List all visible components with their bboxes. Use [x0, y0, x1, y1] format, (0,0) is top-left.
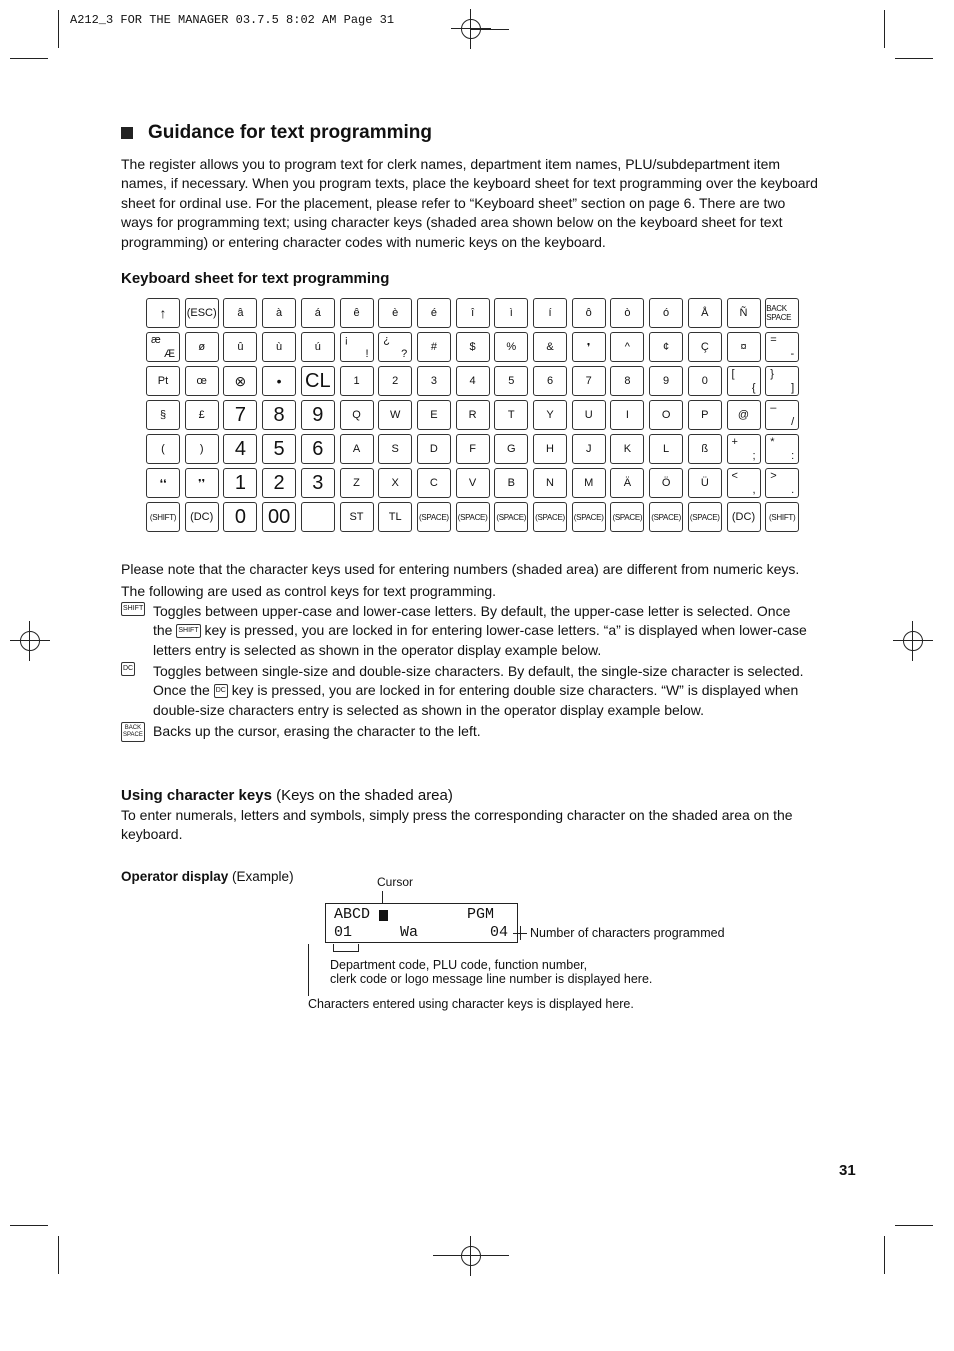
backspace-key-icon: BACK SPACE [121, 722, 145, 742]
keyboard-key: 5 [262, 434, 296, 464]
keyboard-key: ) [185, 434, 219, 464]
keyboard-key: 7 [223, 400, 257, 430]
keyboard-key: X [378, 468, 412, 498]
keyboard-key: R [456, 400, 490, 430]
shift-description: SHIFT Toggles between upper-case and lower-case letters. By default, the upper-case letter is selected. Once the SHIFT key is pressed, you are locked in for entering lower-case letters. “a” is displayed when lower-case letters entry is selected as shown in the operator display example below. [123, 603, 807, 658]
keyboard-key: } ] [765, 366, 799, 396]
display-pgm: PGM [467, 906, 495, 923]
cursor-label: Cursor [377, 875, 414, 889]
callout-line [333, 951, 359, 952]
keyboard-key: ì [494, 298, 528, 328]
crop-mark [10, 58, 48, 59]
keyboard-key: ù [262, 332, 296, 362]
keyboard-key: (SPACE) [456, 502, 490, 532]
keyboard-key: @ [727, 400, 761, 430]
keyboard-key: 9 [301, 400, 335, 430]
keyboard-key: S [378, 434, 412, 464]
display-count: 04 [490, 924, 509, 941]
keyboard-key: è [378, 298, 412, 328]
keyboard-key: ¡ ! [340, 332, 374, 362]
display-code: 01 [334, 924, 353, 941]
keyboard-key: Ç [688, 332, 722, 362]
keyboard-key: H [533, 434, 567, 464]
keyboard-key: ST [340, 502, 374, 532]
using-text: To enter numerals, letters and symbols, simply press the corresponding character on the shaded area on the keyboard. [121, 807, 793, 843]
keyboard-key: ❜ [572, 332, 606, 362]
keyboard-key: ( [146, 434, 180, 464]
crop-mark [884, 10, 885, 48]
keyboard-key: (SPACE) [533, 502, 567, 532]
keyboard-key: % [494, 332, 528, 362]
keyboard-key: 8 [610, 366, 644, 396]
keyboard-key: á [301, 298, 335, 328]
keyboard-key: ^ [610, 332, 644, 362]
keyboard-key [301, 502, 335, 532]
keyboard-key: (SPACE) [494, 502, 528, 532]
backspace-description: BACK SPACE Backs up the cursor, erasing the character to the left. [121, 722, 841, 744]
keyboard-key: $ [456, 332, 490, 362]
square-bullet-icon [121, 127, 133, 139]
keyboard-key: 4 [456, 366, 490, 396]
dc-key-icon: DC [214, 684, 228, 698]
crop-mark [471, 29, 509, 30]
keyboard-key: * : [765, 434, 799, 464]
keyboard-key: 4 [223, 434, 257, 464]
keyboard-key: é [417, 298, 451, 328]
keyboard-key: ¢ [649, 332, 683, 362]
keyboard-key: Ö [649, 468, 683, 498]
note-control-keys: The following are used as control keys for text programming. [121, 583, 497, 599]
keyboard-key: K [610, 434, 644, 464]
keyboard-key: ú [301, 332, 335, 362]
keyboard-key: 5 [494, 366, 528, 396]
keyboard-key: F [456, 434, 490, 464]
keyboard-key: ↑ [146, 298, 180, 328]
keyboard-key: ò [610, 298, 644, 328]
dc-description: DC Toggles between single-size and double-size characters. By default, the single-size character is selected. Once the DC key is pressed, you are locked in for entering double size characters. “W” is displayed when double-size characters entry is selected as shown in the operator display example below. [123, 663, 804, 718]
keyboard-key: M [572, 468, 606, 498]
shift-key-icon: SHIFT [176, 624, 200, 638]
crop-mark [58, 1236, 59, 1274]
keyboard-key: V [456, 468, 490, 498]
display-text: ABCD [334, 906, 371, 923]
keyboard-key: 7 [572, 366, 606, 396]
keyboard-key: ê [340, 298, 374, 328]
keyboard-key: 6 [301, 434, 335, 464]
keyboard-key: = - [765, 332, 799, 362]
keyboard-key: î [456, 298, 490, 328]
keyboard-key: Ä [610, 468, 644, 498]
keyboard-key: ❜❜ [185, 468, 219, 498]
crop-mark [884, 1236, 885, 1274]
using-heading: Using character keys (Keys on the shaded area) [121, 787, 453, 804]
keyboard-key: < , [727, 468, 761, 498]
keyboard-key: Y [533, 400, 567, 430]
keyboard-key: O [649, 400, 683, 430]
keyboard-key: (SPACE) [688, 502, 722, 532]
keyboard-key: 0 [223, 502, 257, 532]
keyboard-key: § [146, 400, 180, 430]
keyboard-key: I [610, 400, 644, 430]
keyboard-key: CL [301, 366, 335, 396]
note-shaded: Please note that the character keys used for entering numbers (shaded area) are different from numeric keys. [121, 561, 800, 577]
keyboard-key: (SPACE) [649, 502, 683, 532]
crop-mark [895, 58, 933, 59]
keyboard-key: P [688, 400, 722, 430]
keyboard-key: + ; [727, 434, 761, 464]
keyboard-key: Q [340, 400, 374, 430]
keyboard-key: N [533, 468, 567, 498]
keyboard-key: Pt [146, 366, 180, 396]
keyboard-key: C [417, 468, 451, 498]
keyboard-key: B [494, 468, 528, 498]
registration-mark [10, 621, 50, 661]
keyboard-key: [ { [727, 366, 761, 396]
keyboard-key: G [494, 434, 528, 464]
keyboard-key: > . [765, 468, 799, 498]
keyboard-key: T [494, 400, 528, 430]
keyboard-key: í [533, 298, 567, 328]
callout-line [520, 926, 521, 940]
keyboard-key: (SHIFT) [146, 502, 180, 532]
keyboard-key: Å [688, 298, 722, 328]
keyboard-key: 00 [262, 502, 296, 532]
keyboard-key: ó [649, 298, 683, 328]
keyboard-heading: Keyboard sheet for text programming [121, 270, 390, 287]
keyboard-key: ø [185, 332, 219, 362]
crop-mark [58, 10, 59, 48]
keyboard-key: J [572, 434, 606, 464]
shift-key-icon: SHIFT [121, 602, 145, 616]
registration-mark [451, 1236, 491, 1276]
keyboard-key: A [340, 434, 374, 464]
keyboard-key: (ESC) [185, 298, 219, 328]
keyboard-key: Ü [688, 468, 722, 498]
intro-paragraph: The register allows you to program text for clerk names, department item names, PLU/subdepartment item names, if necessary. When you program texts, place the keyboard sheet for text programming over the keyboard sheet for ordinal use. For the placement, please refer to “Keyboard sheet” section on page 6. There are two ways for programming text; using character keys (shaded area shown below on the keyboard sheet for text programming) or entering character codes with numeric keys on the keyboard. [121, 156, 818, 250]
keyboard-key: ß [688, 434, 722, 464]
keyboard-key: 1 [340, 366, 374, 396]
keyboard-key: 3 [301, 468, 335, 498]
keyboard-key: Z [340, 468, 374, 498]
keyboard-key: æ Æ [146, 332, 180, 362]
count-label: Number of characters programmed [530, 926, 725, 940]
keyboard-key: W [378, 400, 412, 430]
keyboard-key: L [649, 434, 683, 464]
crop-mark [895, 1225, 933, 1226]
keyboard-key: â [223, 298, 257, 328]
dept-label: Department code, PLU code, function number, clerk code or logo message line number is displayed here. [330, 958, 653, 986]
cursor-block-icon [379, 910, 388, 921]
callout-line [308, 944, 309, 996]
keyboard-key: ¿ ? [378, 332, 412, 362]
keyboard-key: 8 [262, 400, 296, 430]
keyboard-key: 9 [649, 366, 683, 396]
keyboard-key: (DC) [185, 502, 219, 532]
keyboard-key: (SHIFT) [765, 502, 799, 532]
keyboard-key: TL [378, 502, 412, 532]
dc-key-icon: DC [121, 662, 135, 676]
keyboard-key: BACK SPACE [765, 298, 799, 328]
keyboard-key: 6 [533, 366, 567, 396]
display-mode: Wa [400, 924, 419, 941]
keyboard-key: • [262, 366, 296, 396]
keyboard-key: ô [572, 298, 606, 328]
keyboard-key: U [572, 400, 606, 430]
keyboard-key: 1 [223, 468, 257, 498]
keyboard-key: œ [185, 366, 219, 396]
keyboard-key: D [417, 434, 451, 464]
keyboard-key: E [417, 400, 451, 430]
operator-display-label: Operator display (Example) [121, 869, 294, 884]
keyboard-key: 2 [378, 366, 412, 396]
keyboard-key: & [533, 332, 567, 362]
keyboard-key: # [417, 332, 451, 362]
keyboard-key: (DC) [727, 502, 761, 532]
callout-line [358, 944, 359, 952]
keyboard-key: £ [185, 400, 219, 430]
crop-mark [10, 1225, 48, 1226]
keyboard-key: 0 [688, 366, 722, 396]
crop-mark [433, 1255, 509, 1256]
keyboard-key: à [262, 298, 296, 328]
keyboard-key: – / [765, 400, 799, 430]
section-title: Guidance for text programming [121, 122, 432, 144]
keyboard-key: ⊗ [223, 366, 257, 396]
keyboard-key: (SPACE) [610, 502, 644, 532]
file-slug: A212_3 FOR THE MANAGER 03.7.5 8:02 AM Page 31 [70, 13, 395, 27]
keyboard-key: û [223, 332, 257, 362]
keyboard-key: (SPACE) [417, 502, 451, 532]
chars-label: Characters entered using character keys is displayed here. [308, 997, 634, 1011]
keyboard-key: (SPACE) [572, 502, 606, 532]
keyboard-key: Ñ [727, 298, 761, 328]
keyboard-key: 2 [262, 468, 296, 498]
keyboard-key: ¤ [727, 332, 761, 362]
keyboard-key: ❛❛ [146, 468, 180, 498]
registration-mark [893, 621, 933, 661]
keyboard-key: 3 [417, 366, 451, 396]
operator-display [325, 903, 518, 943]
page-number: 31 [839, 1162, 856, 1179]
